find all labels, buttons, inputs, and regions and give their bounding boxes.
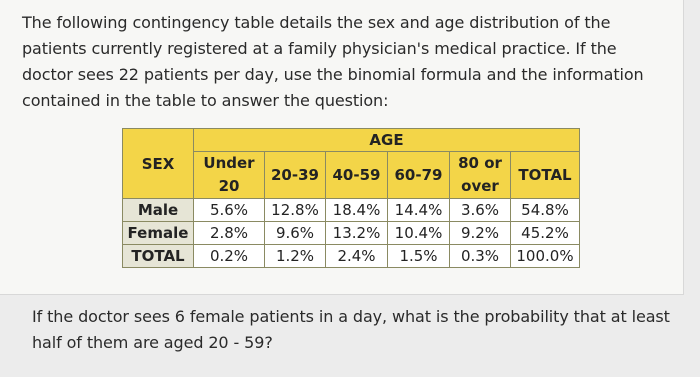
column-header-line2: 20 bbox=[218, 177, 240, 195]
table-cell: 45.2% bbox=[511, 222, 580, 245]
table-cell: 0.2% bbox=[194, 245, 265, 268]
table-cell: 18.4% bbox=[326, 199, 388, 222]
table-cell: 5.6% bbox=[194, 199, 265, 222]
column-header-under-20 bbox=[194, 152, 265, 199]
column-header-20-39: 20-39 bbox=[265, 152, 326, 199]
table-cell: 3.6% bbox=[450, 199, 511, 222]
table-cell: 9.2% bbox=[450, 222, 511, 245]
column-header-60-79: 60-79 bbox=[388, 152, 450, 199]
contingency-table bbox=[122, 128, 580, 268]
question-paragraph: If the doctor sees 6 female patients in a day, what is the probability that at least half of them are aged 20 - 59? bbox=[32, 307, 670, 352]
column-header-80-or-over bbox=[450, 152, 511, 199]
column-header-line1: 80 or bbox=[458, 154, 502, 172]
table-cell: 12.8% bbox=[265, 199, 326, 222]
table-row-total bbox=[123, 245, 580, 268]
row-label: Female bbox=[123, 222, 194, 245]
table-cell: 0.3% bbox=[450, 245, 511, 268]
column-header-40-59: 40-59 bbox=[326, 152, 388, 199]
table-cell: 54.8% bbox=[511, 199, 580, 222]
age-group-header: AGE bbox=[194, 129, 580, 152]
row-label: TOTAL bbox=[123, 245, 194, 268]
table-row-female bbox=[123, 222, 580, 245]
table-cell: 13.2% bbox=[326, 222, 388, 245]
intro-paragraph: The following contingency table details the sex and age distribution of the patients currently registered at a family physician's medical practice. If the doctor sees 22 patients per day, use the binomial formula and the information contained in the table to answer the question: bbox=[22, 13, 644, 110]
table-cell: 1.2% bbox=[265, 245, 326, 268]
table-cell: 1.5% bbox=[388, 245, 450, 268]
table-cell: 2.8% bbox=[194, 222, 265, 245]
table-cell: 10.4% bbox=[388, 222, 450, 245]
table-row-male bbox=[123, 199, 580, 222]
table-cell: 9.6% bbox=[265, 222, 326, 245]
column-header-total: TOTAL bbox=[511, 152, 580, 199]
column-header-line1: Under bbox=[203, 154, 255, 172]
column-header-line2: over bbox=[461, 177, 499, 195]
table-cell: 14.4% bbox=[388, 199, 450, 222]
sex-header: SEX bbox=[123, 129, 194, 199]
row-label: Male bbox=[123, 199, 194, 222]
table-cell: 2.4% bbox=[326, 245, 388, 268]
table-cell: 100.0% bbox=[511, 245, 580, 268]
table-header-row-top bbox=[123, 129, 580, 152]
